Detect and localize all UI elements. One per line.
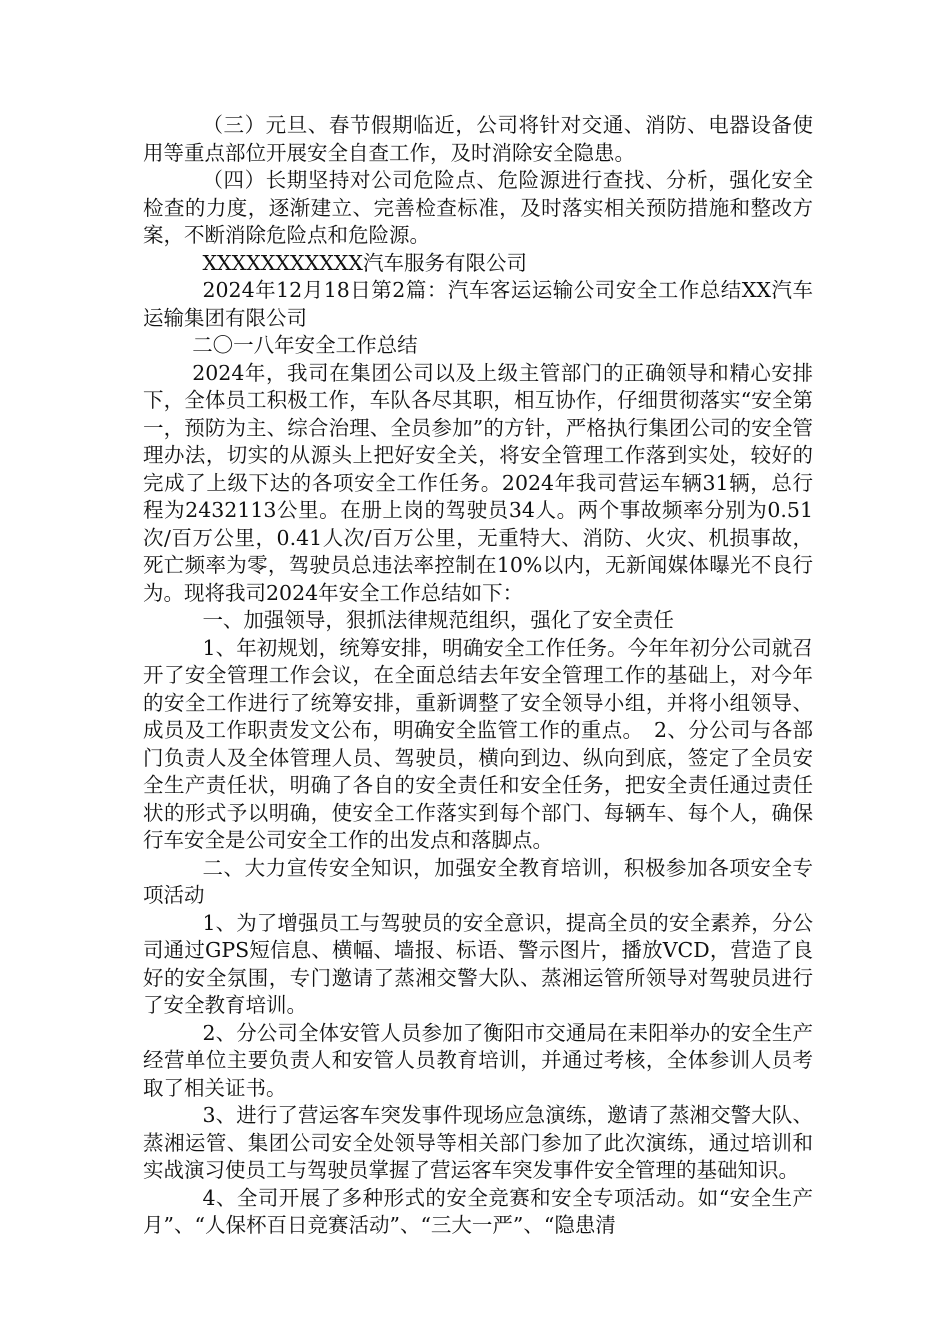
date-and-next-title: 2024年12月18日第2篇：汽车客运运输公司安全工作总结XX汽车运输集团有限公司 bbox=[143, 278, 813, 330]
paragraph: 4、全司开展了多种形式的安全竞赛和安全专项活动。如“安全生产月”、“人保杯百日竞赛活动”、“三大一严”、“隐患清 bbox=[143, 1185, 813, 1237]
company-signature: XXXXXXXXXXX汽车服务有限公司 bbox=[202, 250, 527, 275]
paragraph: （四）长期坚持对公司危险点、危险源进行查找、分析，强化安全检查的力度，逐渐建立、完善检查标准，及时落实相关预防措施和整改方案，不断消除危险点和危险源。 bbox=[143, 168, 813, 247]
paragraph: 1、为了增强员工与驾驶员的安全意识，提高全员的安全素养，分公司通过GPS短信息、横幅、墙报、标语、警示图片，播放VCD，营造了良好的安全氛围，专门邀请了蒸湘交警大队、蒸湘运管所领导对驾驶员进行了安全教育培训。 bbox=[143, 910, 813, 1017]
section-title: 二〇一八年安全工作总结 bbox=[192, 333, 418, 357]
heading: 一、加强领导，狠抓法律规范组织，强化了安全责任 bbox=[202, 608, 674, 632]
heading: 二、大力宣传安全知识，加强安全教育培训，积极参加各项安全专项活动 bbox=[143, 855, 813, 907]
paragraph: 3、进行了营运客车突发事件现场应急演练，邀请了蒸湘交警大队、蒸湘运管、集团公司安全处领导等相关部门参加了此次演练，通过培训和实战演习使员工与驾驶员掌握了营运客车突发事件安全管理的基础知识。 bbox=[143, 1103, 813, 1182]
paragraph: （三）元旦、春节假期临近，公司将针对交通、消防、电器设备使用等重点部位开展安全自查工作，及时消除安全隐患。 bbox=[143, 113, 813, 165]
paragraph: 2、分公司全体安管人员参加了衡阳市交通局在耒阳举办的安全生产经营单位主要负责人和安管人员教育培训，并通过考核，全体参训人员考取了相关证书。 bbox=[143, 1020, 813, 1100]
paragraph: 2024年，我司在集团公司以及上级主管部门的正确领导和精心安排下，全体员工积极工作，车队各尽其职，相互协作，仔细贯彻落实“安全第一，预防为主、综合治理、全员参加”的方针，严格执行集团公司的安全管理办法，切实的从源头上把好安全关，将安全管理工作落到实处，较好的完成了上级下达的各项安全工作任务。2024年我司营运车辆31辆，总行程为2432113公里。在册上岗的驾驶员34人。两个事故频率分别为0.51次/百万公里，0.41人次/百万公里，无重特大、消防、火灾、机损事故，死亡频率为零，驾驶员总违法率控制在10%以内，无新闻媒体曝光不良行为。现将我司2024年安全工作总结如下： bbox=[143, 360, 813, 605]
paragraph: 1、年初规划，统筹安排，明确安全工作任务。今年年初分公司就召开了安全管理工作会议，在全面总结去年安全管理工作的基础上，对今年的安全工作进行了统筹安排，重新调整了安全领导小组，并将小组领导、成员及工作职责发文公布，明确安全监管工作的重点。 2、分公司与各部门负责人及全体管理人员、驾驶员，横向到边、纵向到底，签定了全员安全生产责任状，明确了各自的安全责任和安全任务，把安全责任通过责任状的形式予以明确，使安全工作落实到每个部门、每辆车、每个人，确保行车安全是公司安全工作的出发点和落脚点。 bbox=[143, 635, 813, 852]
document-page bbox=[143, 112, 813, 1240]
